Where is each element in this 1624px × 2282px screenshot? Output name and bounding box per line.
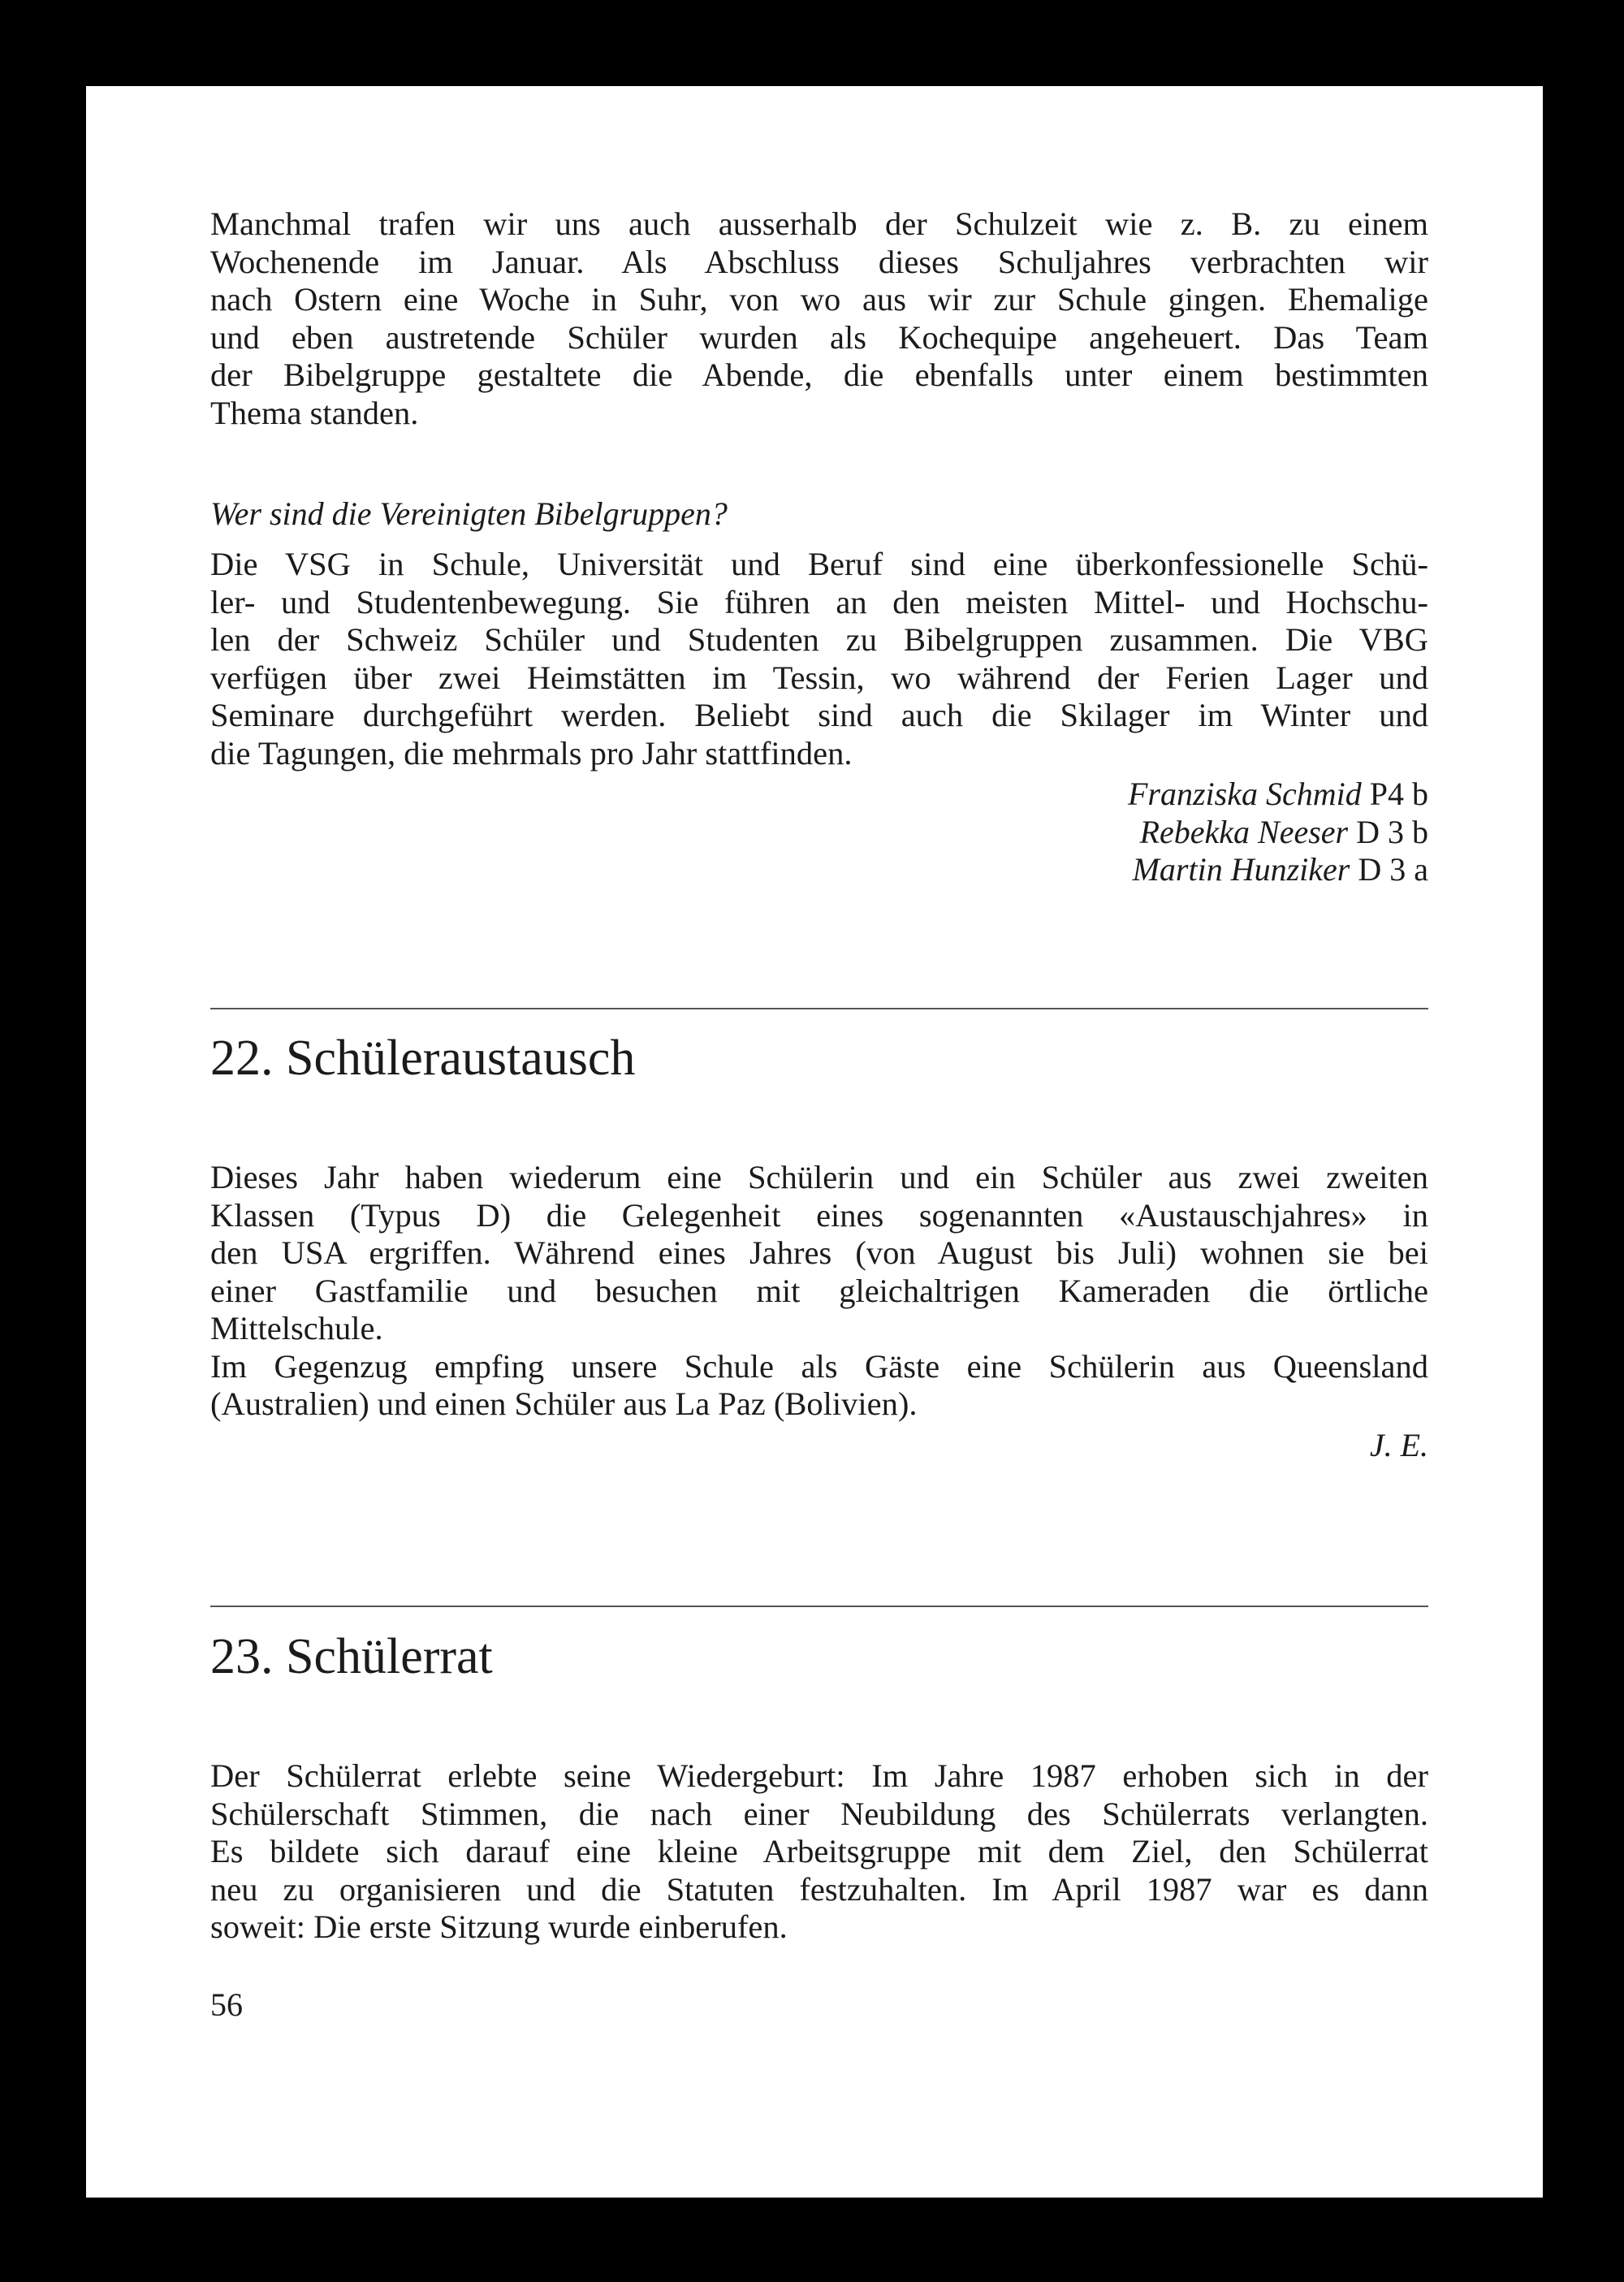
section22-paragraph bbox=[210, 1159, 1428, 1424]
signature-class: D 3 b bbox=[1356, 813, 1428, 850]
vbg-paragraph bbox=[210, 546, 1428, 772]
text-line: Manchmal trafen wir uns auch ausserhalb der Schulzeit wie z. B. zu einem bbox=[210, 205, 1428, 242]
text-line: der Bibelgruppe gestaltete die Abende, die ebenfalls unter einem bestimmten bbox=[210, 357, 1428, 393]
text-line: Klassen (Typus D) die Gelegenheit eines sogenannten «Austauschjahres» in bbox=[210, 1196, 1428, 1234]
text-line: einer Gastfamilie und besuchen mit gleichaltrigen Kameraden die örtliche bbox=[210, 1272, 1428, 1309]
signature-name: Rebekka Neeser bbox=[1139, 813, 1349, 850]
text-line: Im Gegenzug empfing unsere Schule als Gäste eine Schülerin aus Queensland bbox=[210, 1347, 1428, 1385]
text-line: Die VSG in Schule, Universität und Beruf sind eine überkonfessionelle Schü- bbox=[210, 546, 1428, 582]
signature-line bbox=[210, 851, 1428, 889]
section-divider bbox=[210, 1008, 1428, 1009]
text-line: den USA ergriffen. Während eines Jahres (von August bis Juli) wohnen sie bei bbox=[210, 1234, 1428, 1271]
vbg-subheading-block bbox=[210, 495, 1428, 533]
intro-paragraph bbox=[210, 205, 1428, 432]
text-line: Seminare durchgeführt werden. Beliebt sind auch die Skilager im Winter und bbox=[210, 697, 1428, 733]
text-line: soweit: Die erste Sitzung wurde einberufen. bbox=[210, 1908, 788, 1945]
text-line: Wochenende im Januar. Als Abschluss dieses Schuljahres verbrachten wir bbox=[210, 243, 1428, 280]
signature-line bbox=[210, 776, 1428, 814]
text-line: Schülerschaft Stimmen, die nach einer Neubildung des Schülerrats verlangten. bbox=[210, 1795, 1428, 1832]
text-line: len der Schweiz Schüler und Studenten zu Bibelgruppen zusammen. Die VBG bbox=[210, 621, 1428, 658]
signature-class: P4 b bbox=[1369, 776, 1428, 812]
text-line: neu zu organisieren und die Statuten festzuhalten. Im April 1987 war es dann bbox=[210, 1870, 1428, 1908]
signature-block bbox=[210, 776, 1428, 889]
text-line: (Australien) und einen Schüler aus La Paz (Bolivien). bbox=[210, 1385, 918, 1422]
section-title-23: 23. Schülerrat bbox=[210, 1629, 493, 1684]
section-title-22: 22. Schüleraustausch bbox=[210, 1031, 636, 1086]
signature-class: D 3 a bbox=[1358, 851, 1428, 888]
signature-name: Martin Hunziker bbox=[1132, 851, 1350, 888]
signature-line bbox=[210, 814, 1428, 852]
text-line: ler- und Studentenbewegung. Sie führen an den meisten Mittel- und Hochschu- bbox=[210, 583, 1428, 620]
section23-paragraph bbox=[210, 1757, 1428, 1947]
text-line: Dieses Jahr haben wiederum eine Schülerin und ein Schüler aus zwei zweiten bbox=[210, 1159, 1428, 1195]
text-line: nach Ostern eine Woche in Suhr, von wo aus wir zur Schule gingen. Ehemalige bbox=[210, 281, 1428, 318]
vbg-subheading: Wer sind die Vereinigten Bibelgruppen? bbox=[210, 495, 728, 532]
section-divider bbox=[210, 1606, 1428, 1607]
text-line: die Tagungen, die mehrmals pro Jahr stattfinden. bbox=[210, 734, 853, 771]
author-initials: J. E. bbox=[1369, 1427, 1428, 1463]
signature-name: Franziska Schmid bbox=[1127, 776, 1362, 812]
text-line: Thema standen. bbox=[210, 394, 419, 431]
text-line: Es bildete sich darauf eine kleine Arbeitsgruppe mit dem Ziel, den Schülerrat bbox=[210, 1833, 1428, 1869]
text-line: Mittelschule. bbox=[210, 1310, 383, 1346]
text-line: verfügen über zwei Heimstätten im Tessin, wo während der Ferien Lager und bbox=[210, 659, 1428, 696]
text-line: Der Schülerrat erlebte seine Wiedergeburt: Im Jahre 1987 erhoben sich in der bbox=[210, 1757, 1428, 1794]
page-number: 56 bbox=[210, 1986, 243, 2023]
text-line: und eben austretende Schüler wurden als Kochequipe angeheuert. Das Team bbox=[210, 318, 1428, 356]
